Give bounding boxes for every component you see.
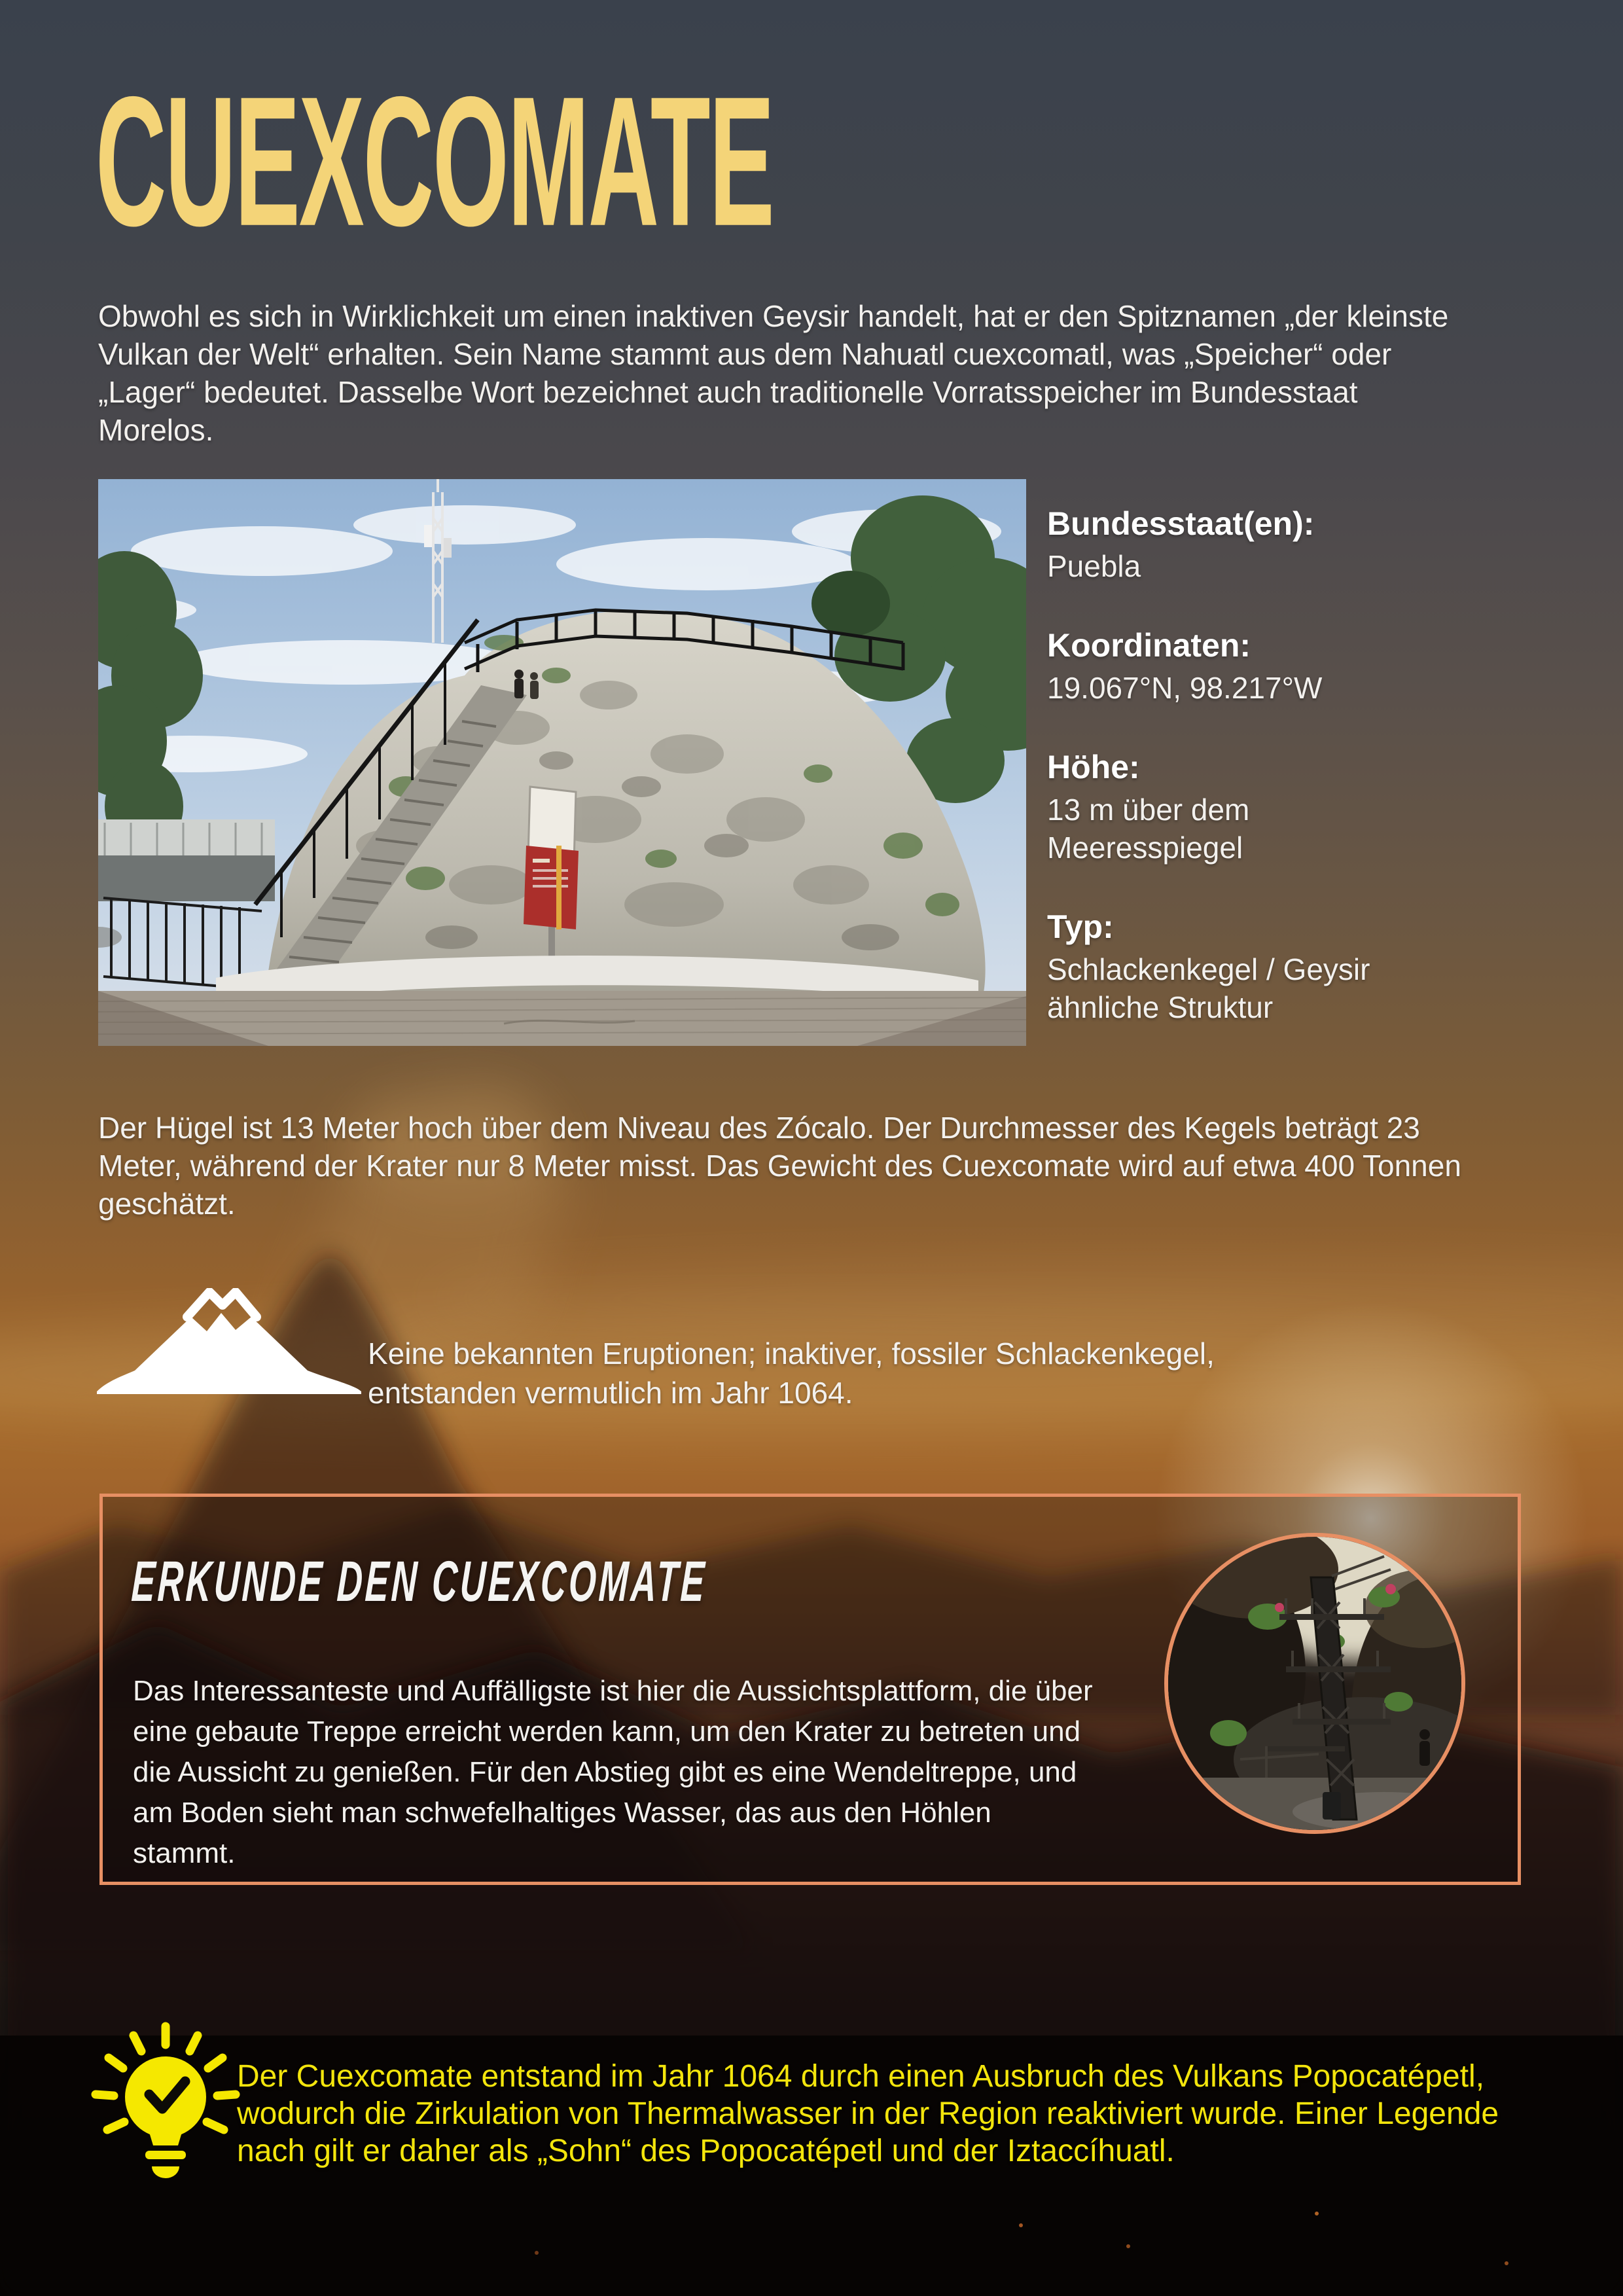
info-entry-state bbox=[1047, 504, 1387, 585]
visitor-silhouette bbox=[1419, 1729, 1430, 1766]
lightbulb-icon bbox=[84, 2017, 247, 2187]
explore-body: Das Interessanteste und Auffälligste ist hier die Aussichtsplattform, die über eine gebaute Treppe erreicht werden kann, um den Krater zu betreten und die Aussicht zu genießen. Für den Abstieg gibt es eine Wendeltreppe, und am Boden sieht man schwefelhaltiges Wasser, das aus den Höhlen stammt. bbox=[133, 1675, 1093, 1869]
explore-section bbox=[99, 1494, 1521, 1885]
info-panel bbox=[1047, 504, 1387, 1067]
info-entry-type bbox=[1047, 907, 1387, 1026]
info-value: Puebla bbox=[1047, 549, 1141, 583]
eruption-note: Keine bekannten Eruptionen; inaktiver, fossiler Schlackenkegel, entstanden vermutlich im Jahr 1064. bbox=[368, 1336, 1215, 1410]
info-value: 13 m über dem Meeresspiegel bbox=[1047, 793, 1250, 865]
info-label: Typ: bbox=[1047, 908, 1114, 945]
dimensions-paragraph: Der Hügel ist 13 Meter hoch über dem Niveau des Zócalo. Der Durchmesser des Kegels beträgt 23 Meter, während der Krater nur 8 Meter misst. Das Gewicht des Cuexcomate wird auf etwa 400 Tonnen geschätzt. bbox=[98, 1111, 1461, 1221]
intro-paragraph: Obwohl es sich in Wirklichkeit um einen inaktiven Geysir handelt, hat er den Spitznamen „der kleinste Vulkan der Welt“ erhalten. Sein Name stammt aus dem Nahuatl cuexcomatl, was „Speicher“ oder „Lager“ bedeutet. Dasselbe Wort bezeichnet auch traditionelle Vorratsspeicher im Bundesstaat Morelos. bbox=[98, 299, 1449, 447]
volcano-icon bbox=[92, 1288, 366, 1399]
page-title: CUEXCOMATE bbox=[96, 58, 774, 265]
info-label: Bundesstaat(en): bbox=[1047, 505, 1315, 542]
info-value: 19.067°N, 98.217°W bbox=[1047, 671, 1323, 705]
info-value: Schlackenkegel / Geysir ähnliche Struktur bbox=[1047, 952, 1370, 1024]
crater-photo-illustration bbox=[1168, 1537, 1465, 1834]
info-label: Koordinaten: bbox=[1047, 627, 1251, 664]
hill-photo-illustration bbox=[98, 479, 1026, 1046]
info-label: Höhe: bbox=[1047, 749, 1140, 785]
info-entry-coordinates bbox=[1047, 626, 1387, 707]
explore-heading: ERKUNDE DEN CUEXCOMATE bbox=[130, 1550, 709, 1614]
fact-note: Der Cuexcomate entstand im Jahr 1064 durch einen Ausbruch des Vulkans Popocatépetl, wodurch die Zirkulation von Thermalwasser in der Region reaktiviert wurde. Einer Legende nach gilt er daher als „Sohn“ des Popocatépetl und der Iztaccíhuatl. bbox=[237, 2059, 1499, 2168]
main-photo bbox=[98, 479, 1026, 1046]
building bbox=[98, 819, 275, 901]
crater-photo bbox=[1164, 1533, 1465, 1834]
info-entry-elevation bbox=[1047, 747, 1387, 867]
